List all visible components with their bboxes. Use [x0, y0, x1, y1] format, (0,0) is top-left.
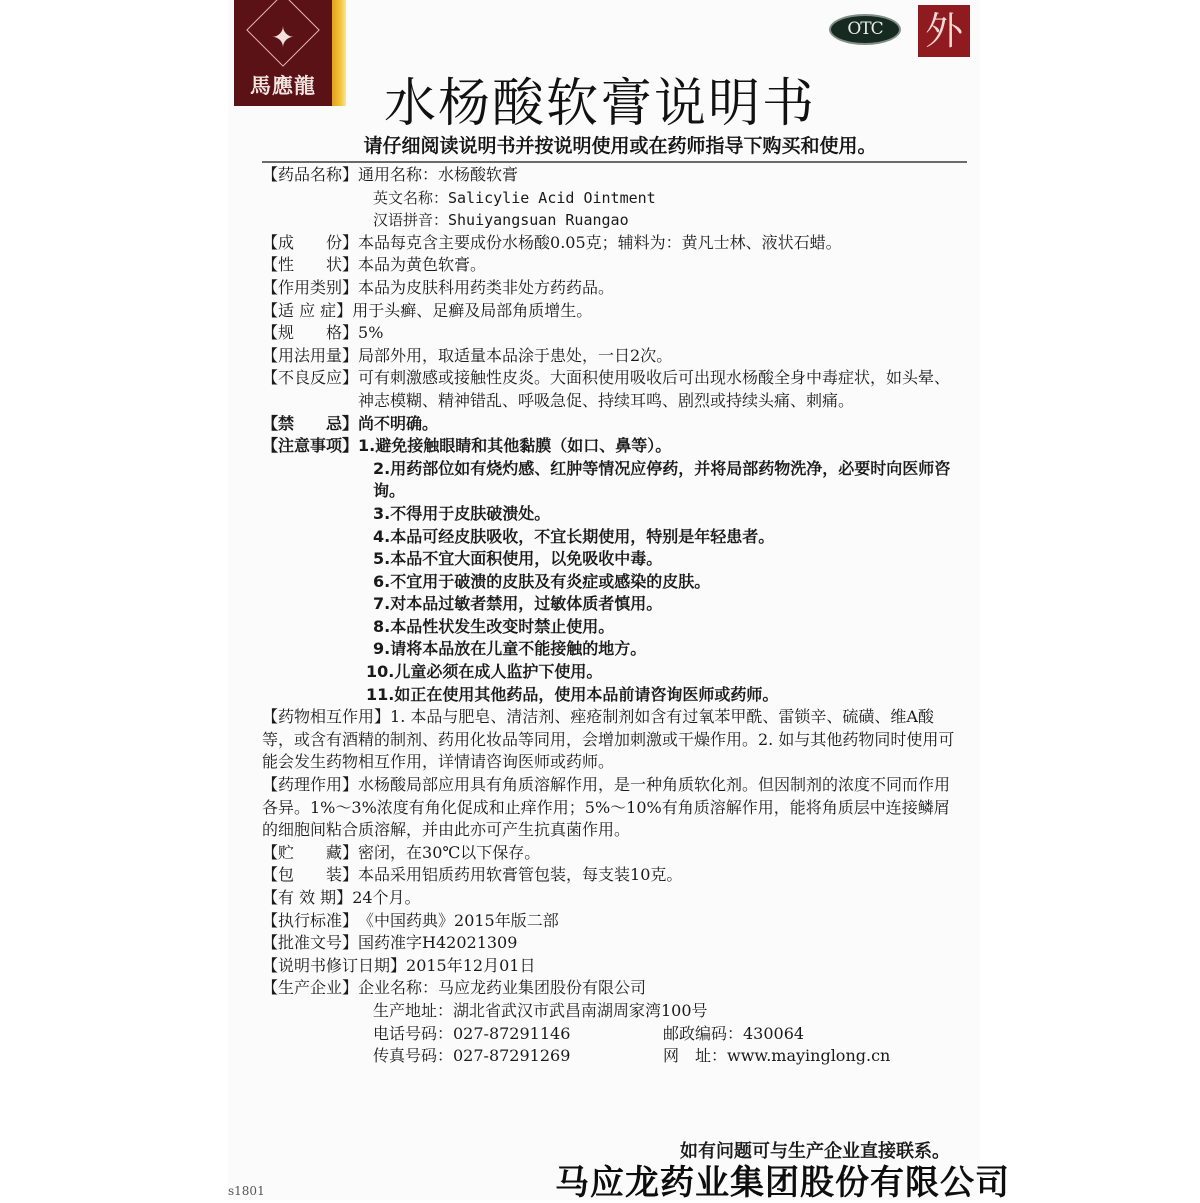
section-value: 1. 本品与肥皂、清洁剂、痤疮制剂如含有过氧苯甲酰、雷锁辛、硫磺、维A酸等，或含有酒精的制剂、药用化妆品等同用，会增加刺激或干燥作用。2. 如与其他药物同时使用可能会发生药物相互作用，详情请咨询医师或药师。: [262, 707, 955, 772]
section-revision-date: [262, 955, 962, 978]
section-storage: [262, 842, 962, 865]
phone-number: 电话号码：027-87291146: [373, 1023, 571, 1043]
logo-text: 馬應龍: [250, 73, 316, 98]
section-ingredients: [262, 232, 962, 255]
section-label: 【注意事项】: [262, 436, 359, 456]
section-appearance: [262, 254, 962, 277]
company-banner: 马应龙药业集团股份有限公司: [555, 1163, 1010, 1203]
section-label: 【药理作用】: [262, 775, 359, 795]
english-name-text: 英文名称：Salicylie Acid Ointment: [373, 188, 656, 207]
logo-gold-stripe: [332, 0, 346, 106]
section-label: 【贮 藏】: [262, 842, 359, 862]
otc-badge: OTC: [829, 14, 901, 45]
section-contraindications: [262, 413, 962, 436]
section-category: [262, 277, 962, 300]
section-label: 【规 格】: [262, 323, 359, 343]
leaflet-body: [262, 164, 962, 1068]
company-name: 企业名称：马应龙药业集团股份有限公司: [358, 978, 647, 998]
section-label: 【成 份】: [262, 232, 359, 252]
generic-name: 通用名称：水杨酸软膏: [358, 165, 519, 184]
section-drug-name: [262, 164, 962, 187]
section-packaging: [262, 864, 962, 887]
section-standard: [262, 910, 962, 933]
document-subtitle: 请仔细阅读说明书并按说明使用或在药师指导下购买和使用。: [363, 135, 877, 157]
eagle-icon: ✦: [271, 21, 295, 54]
section-value: 局部外用，取适量本品涂于患处，一日2次。: [358, 345, 673, 365]
section-label: 【用法用量】: [262, 345, 359, 365]
section-value: 本品采用铝质药用软膏管包装，每支装10克。: [358, 865, 683, 885]
section-validity: [262, 887, 962, 910]
section-label: 【有 效 期】: [262, 888, 353, 907]
section-label: 【性 状】: [262, 255, 359, 275]
external-use-badge: 外: [918, 5, 970, 57]
section-approval-number: [262, 932, 962, 955]
section-value: 密闭，在30℃以下保存。: [358, 842, 541, 862]
section-value: 国药准字H42021309: [358, 933, 518, 953]
section-pharmacology: [262, 774, 962, 842]
precaution-item: 10.儿童必须在成人监护下使用。: [366, 662, 603, 682]
precaution-item: 6.不宜用于破溃的皮肤及有炎症或感染的皮肤。: [373, 571, 711, 591]
section-precautions: [262, 435, 962, 706]
precaution-item: 8.本品性状发生改变时禁止使用。: [373, 616, 615, 636]
section-label: 【生产企业】: [262, 978, 359, 998]
precaution-item: 4.本品可经皮肤吸收，不宜长期使用，特别是年轻患者。: [373, 526, 775, 546]
section-interactions: [262, 706, 962, 774]
manufacturer-fax-row: [262, 1045, 962, 1068]
section-value: 可有刺激感或接触性皮炎。大面积使用吸收后可出现水杨酸全身中毒症状，如头晕、神志模糊、精神错乱、呼吸急促、持续耳鸣、剧烈或持续头痛、刺痛。: [358, 368, 951, 410]
contact-note: 如有问题可与生产企业直接联系。: [680, 1141, 950, 1162]
section-label: 【药品名称】: [262, 165, 359, 184]
section-value: 2015年12月01日: [406, 955, 536, 975]
section-value: 本品为黄色软膏。: [358, 255, 487, 275]
manufacturer-address: 生产地址：湖北省武汉市武昌南湖周家湾100号: [373, 1000, 708, 1020]
section-label: 【不良反应】: [262, 368, 359, 388]
pinyin-text: 汉语拼音：Shuiyangsuan Ruangao: [373, 211, 629, 230]
section-label: 【药物相互作用】: [262, 707, 391, 727]
fax-number: 传真号码：027-87291269: [373, 1046, 571, 1066]
section-value: 水杨酸局部应用具有角质溶解作用，是一种角质软化剂。但因制剂的浓度不同而作用各异。1%～3%浓度有角化促成和止痒作用；5%～10%有角质溶解作用，能将角质层中连接鳞屑的细胞间粘合质溶解，并由此亦可产生抗真菌作用。: [262, 775, 951, 840]
section-value: 24个月。: [352, 888, 421, 907]
section-manufacturer: [262, 977, 962, 1000]
precaution-item: 3.不得用于皮肤破溃处。: [373, 503, 551, 523]
section-value: 本品每克含主要成份水杨酸0.05克；辅料为：黄凡士林、液状石蜡。: [358, 232, 842, 252]
precaution-item: 9.请将本品放在儿童不能接触的地方。: [373, 639, 647, 659]
section-label: 【适 应 症】: [262, 300, 353, 320]
precaution-item: 5.本品不宜大面积使用，以免吸收中毒。: [373, 549, 663, 569]
section-value: 5%: [358, 323, 384, 343]
header-divider: [262, 161, 967, 163]
section-indications: [262, 300, 962, 323]
precaution-item: 11.如正在使用其他药品，使用本品前请咨询医师或药师。: [366, 684, 779, 704]
brand-logo: [234, 0, 332, 106]
document-title: 水杨酸软膏说明书: [383, 74, 816, 134]
section-label: 【批准文号】: [262, 933, 359, 953]
section-label: 【禁 忌】: [262, 413, 359, 433]
english-name: [262, 187, 962, 210]
section-label: 【执行标准】: [262, 910, 359, 930]
section-value: 本品为皮肤科用药类非处方药药品。: [358, 277, 615, 297]
postcode: 邮政编码：430064: [663, 1023, 805, 1043]
section-label: 【作用类别】: [262, 277, 359, 297]
precaution-item: 2.用药部位如有烧灼感、红肿等情况应停药，并将局部药物洗净，必要时向医师咨询。: [373, 458, 951, 501]
manufacturer-phone-row: [262, 1023, 962, 1046]
section-value: 《中国药典》2015年版二部: [358, 910, 559, 930]
section-specification: [262, 322, 962, 345]
section-adverse-reactions: [262, 367, 962, 412]
precaution-item: 7.对本品过敏者禁用，过敏体质者慎用。: [373, 594, 663, 614]
section-value: 尚不明确。: [358, 413, 439, 433]
website: 网 址：www.mayinglong.cn: [663, 1046, 891, 1066]
pinyin-name: [262, 209, 962, 232]
precaution-item: 1.避免接触眼睛和其他黏膜（如口、鼻等）。: [358, 436, 672, 456]
section-label: 【说明书修订日期】: [262, 955, 407, 975]
section-dosage: [262, 345, 962, 368]
section-value: 用于头癣、足癣及局部角质增生。: [352, 300, 593, 320]
print-code: s1801: [228, 1184, 265, 1198]
section-label: 【包 装】: [262, 865, 359, 885]
